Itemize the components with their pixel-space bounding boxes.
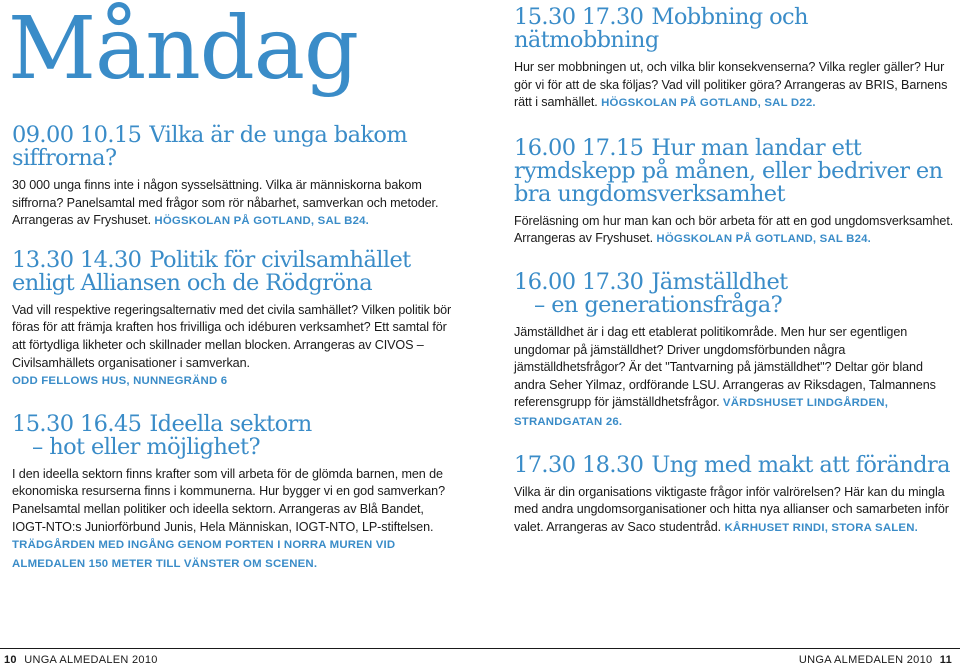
event-time: 15.30 16.45 <box>12 410 142 437</box>
event-1 <box>12 124 452 231</box>
event-title <box>12 410 452 460</box>
event-body: Vilka är din organisations viktigaste frågor inför valrörelsen? Här kan du mingla med andra ungdomsorganisationer och hitta nya allianser och samarbeten inför valet. Arrangeras av Saco studentråd. <box>514 484 949 534</box>
footer-left-text: UNGA ALMEDALEN 2010 <box>24 654 158 666</box>
event-body: Föreläsning om hur man kan och bör arbeta för att en god ungdomsverksamhet. Arrangeras av Fryshuset. <box>514 213 954 246</box>
event-title-line2: – hot eller möjlighet? <box>32 433 260 460</box>
event-venue: VÄRDSHUSET LINDGÅRDEN, STRANDGATAN 26. <box>514 397 889 428</box>
event-title <box>12 246 452 296</box>
event-venue: TRÄDGÅRDEN MED INGÅNG GENOM PORTEN I NORRA MUREN VID ALMEDALEN 150 METER TILL VÄNSTER OM SCENEN. <box>12 539 396 570</box>
event-title-line1: Mobbning och nätmobbning <box>514 4 808 53</box>
event-body: 30 000 unga finns inte i någon sysselsättning. Vilka är människorna bakom siffrorna? Panelsamtal med frågor som rör nåbarhet, samverkan och metoder. Arrangeras av Fryshuset. <box>12 178 439 228</box>
event-title-line1: Jämställdhet <box>651 268 788 295</box>
event-time: 17.30 18.30 <box>514 451 644 478</box>
event-description <box>514 213 954 249</box>
event-7 <box>514 451 954 538</box>
event-title-line2: enligt Alliansen och de Rödgröna <box>12 269 373 296</box>
event-title-line1: Ung med makt att förändra <box>651 451 950 478</box>
event-6 <box>514 268 954 432</box>
event-5 <box>514 134 954 249</box>
event-time: 16.00 17.15 <box>514 134 644 161</box>
event-description <box>514 484 954 538</box>
footer-right-text: UNGA ALMEDALEN 2010 <box>798 654 933 666</box>
event-title <box>514 6 954 52</box>
event-description <box>514 324 954 432</box>
left-column <box>8 0 452 573</box>
event-venue: HÖGSKOLAN PÅ GOTLAND, SAL D22. <box>601 97 816 110</box>
event-venue: ODD FELLOWS HUS, NUNNEGRÄND 6 <box>12 375 228 388</box>
event-description <box>12 302 452 391</box>
page-number-left: 10 <box>4 654 17 666</box>
event-body: Hur ser mobbningen ut, och vilka blir konsekvenserna? Vilka regler gäller? Hur gör vi för att de ska följas? Vad vill politiker göra? Arrangeras av BRIS, Barnens rätt i samhället. <box>514 60 948 110</box>
footer-left <box>0 654 158 666</box>
event-title-line1: Vilka är de unga bakom <box>149 122 408 148</box>
event-description <box>514 59 954 113</box>
right-column <box>514 0 954 537</box>
event-time: 15.30 17.30 <box>514 4 644 30</box>
event-body: Vad vill respektive regeringsalternativ med det civila samhället? Vilken politik bör föras för att främja kraften hos frivilliga och idéburen verksamhet? Ett samtal för att förtydliga likheter och skillnader mellan blocken. Arrangeras av CIVOS – Civilsamhällets organisationer i samverkan. <box>12 302 452 370</box>
event-body: Jämställdhet är i dag ett etablerat politikområde. Men hur ser egentligen ungdomar på jämställdhet? Driver ungdomsförbunden några jämställdhetsfrågor? Är det "Tantvarning på jämställdhet"? Deltar gör bland andra Seher Yilmaz, ordförande LSU. Arrangeras av Riksdagen, Talmannens referensgrupp för jämställdhetsfrågor. <box>514 324 936 410</box>
event-description <box>12 466 452 574</box>
event-body: I den ideella sektorn finns krafter som vill arbeta för de glömda barnen, men de ekonomiska resurserna finns i kommunerna. Hur bygger vi en god samverkan? Panelsamtal mellan politiker och ideella sektorn. Arrangeras av Blå Bandet, IOGT-NTO:s Juniorförbund Junis, Hela Människan, IOGT-NTO, LP-stiftelsen. <box>12 466 445 534</box>
event-venue: HÖGSKOLAN PÅ GOTLAND, SAL B24. <box>656 233 872 246</box>
event-time: 09.00 10.15 <box>12 122 142 148</box>
event-time: 16.00 17.30 <box>514 268 644 295</box>
event-title <box>514 134 954 207</box>
event-title <box>12 124 452 170</box>
event-venue: KÅRHUSET RINDI, STORA SALEN. <box>724 521 918 534</box>
event-title-line2: – en generationsfråga? <box>534 291 783 318</box>
event-venue: HÖGSKOLAN PÅ GOTLAND, SAL B24. <box>154 215 370 228</box>
event-3 <box>12 410 452 574</box>
event-title-line2: siffrorna? <box>12 145 117 171</box>
event-title <box>514 268 954 318</box>
event-title-line1: Politik för civilsamhället <box>149 246 411 273</box>
event-time: 13.30 14.30 <box>12 246 142 273</box>
event-2 <box>12 246 452 391</box>
event-title <box>514 451 954 478</box>
page-number-right: 11 <box>939 654 952 666</box>
event-title-line1: Hur man landar ett <box>651 134 862 161</box>
footer-right <box>799 654 956 666</box>
event-4 <box>514 6 954 113</box>
event-title-line1: Ideella sektorn <box>149 410 312 437</box>
footer-rule <box>0 648 960 649</box>
event-title-line2: rymdskepp på månen, eller bedriver en bra ungdomsverksamhet <box>514 157 943 207</box>
event-description <box>12 177 452 231</box>
day-title: Måndag <box>8 0 359 99</box>
